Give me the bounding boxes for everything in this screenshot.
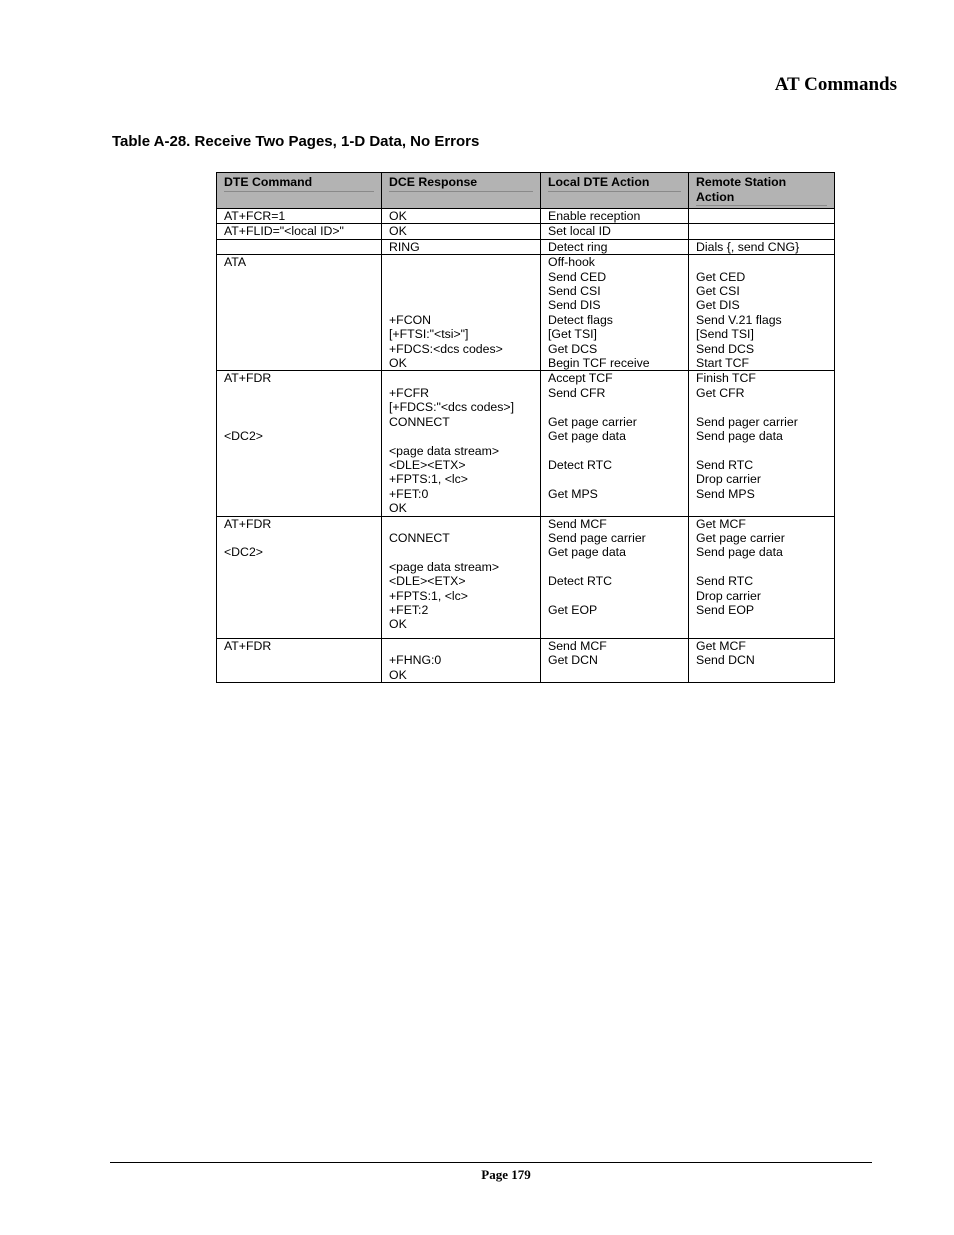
table-cell [689,224,835,239]
table-cell: Accept TCF Send CFR Get page carrier Get page data Detect RTC Get MPS [541,371,689,516]
table-cell: AT+FDR <DC2> [217,371,382,516]
table-cell: ATA [217,255,382,371]
at-command-table [216,172,835,683]
table-row [217,209,835,224]
table-cell: +FCFR [+FDCS:"<dcs codes>] CONNECT <page data stream> <DLE><ETX> +FPTS:1, <lc> +FET:0 OK [382,371,541,516]
table-cell: Send MCF Send page carrier Get page data Detect RTC Get EOP [541,516,689,638]
table-cell: CONNECT <page data stream> <DLE><ETX> +FPTS:1, <lc> +FET:2 OK [382,516,541,638]
table-row [217,255,835,371]
table-caption: Table A-28. Receive Two Pages, 1-D Data, No Errors [112,133,480,150]
table-cell: RING [382,239,541,254]
table-cell: Detect ring [541,239,689,254]
table-cell: Get MCF Send DCN [689,638,835,682]
table-cell: Get MCF Get page carrier Send page data Send RTC Drop carrier Send EOP [689,516,835,638]
column-header-remote-station-action: Remote Station Action [689,173,835,209]
table-cell: Set local ID [541,224,689,239]
table-cell: AT+FCR=1 [217,209,382,224]
table-cell: Off-hook Send CED Send CSI Send DIS Detect flags [Get TSI] Get DCS Begin TCF receive [541,255,689,371]
table-row [217,239,835,254]
table-cell: +FHNG:0 OK [382,638,541,682]
table-cell: Get CED Get CSI Get DIS Send V.21 flags [Send TSI] Send DCS Start TCF [689,255,835,371]
page-number: Page 179 [481,1167,531,1182]
table-header-row [217,173,835,209]
table-row [217,638,835,682]
table-cell [689,209,835,224]
column-header-dte-command: DTE Command [217,173,382,209]
table-cell: AT+FDR <DC2> [217,516,382,638]
page-header-title: AT Commands [774,74,897,95]
table-cell: Enable reception [541,209,689,224]
table-cell: Dials {, send CNG} [689,239,835,254]
table-row [217,516,835,638]
table-cell [217,239,382,254]
table-row [217,371,835,516]
table-cell: Send MCF Get DCN [541,638,689,682]
table-cell: Finish TCF Get CFR Send pager carrier Send page data Send RTC Drop carrier Send MPS [689,371,835,516]
column-header-dce-response: DCE Response [382,173,541,209]
table-row [217,224,835,239]
table-cell: AT+FLID="<local ID>" [217,224,382,239]
table-cell: OK [382,224,541,239]
table-cell: AT+FDR [217,638,382,682]
table-cell: +FCON [+FTSI:"<tsi>"] +FDCS:<dcs codes> OK [382,255,541,371]
column-header-local-dte-action: Local DTE Action [541,173,689,209]
footer-divider [110,1162,872,1163]
table-cell: OK [382,209,541,224]
